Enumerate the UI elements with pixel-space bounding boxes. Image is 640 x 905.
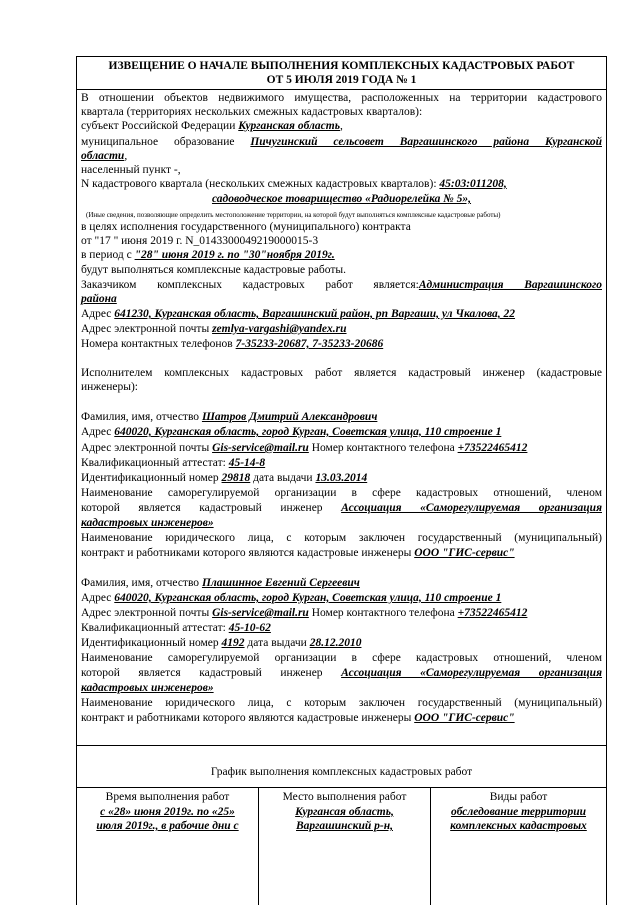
municipal-row-2: области, <box>81 150 128 162</box>
engineer-cert: 45-14-8 <box>228 457 266 469</box>
engineer-2-sro-line-3 <box>81 681 602 695</box>
engineer-2-address-row <box>81 591 602 605</box>
engineer-1-name-row <box>81 410 602 424</box>
engineer-address-label: Адрес <box>81 426 115 438</box>
customer-email-row <box>81 322 602 336</box>
title-divider <box>76 89 607 90</box>
quarter-value: 45:03:011208, <box>439 178 507 190</box>
engineer-date-label: дата выдачи <box>250 472 316 484</box>
engineer-legal-label: контракт и работниками которого являются кадастровые инженеры <box>81 712 415 724</box>
subject-row: субъект Российской Федерации Курганская область, <box>81 120 343 132</box>
engineer-sro-cont: кадастровых инженеров» <box>81 682 214 694</box>
engineer-phone: +73522465412 <box>457 442 528 454</box>
schedule-col3-header: Виды работ <box>489 791 548 803</box>
schedule-col2-line-2: Варгашинский р-н, <box>296 820 393 832</box>
municipal-row <box>81 135 602 149</box>
engineer-1-sro-line-2 <box>81 501 602 515</box>
engineer-2-legal-line-2 <box>81 711 602 725</box>
engineer-address: 640020, Курганская область, город Курган, Советская улица, 110 строение 1 <box>114 426 502 438</box>
customer-label: Заказчиком комплексных кадастровых работ является: <box>81 279 419 291</box>
quarter-value-cont: садоводческое товарищество «Радиорелейка № 5», <box>211 193 472 205</box>
engineer-2-id-row <box>81 636 602 650</box>
engineer-phone: +73522465412 <box>457 607 528 619</box>
engineer-sro: Ассоциация «Саморегулируемая организация <box>341 502 602 514</box>
customer-email-value[interactable]: zemlya-vargashi@yandex.ru <box>212 323 347 335</box>
engineer-legal: ООО "ГИС-сервис" <box>414 712 515 724</box>
engineer-2-cert-row <box>81 621 602 635</box>
executor-line-1: Исполнителем комплексных кадастровых работ является кадастровый инженер (кадастровые <box>81 367 602 379</box>
engineer-2-sro-line-1: Наименование саморегулируемой организации в сфере кадастровых отношений, членом <box>81 652 602 664</box>
customer-row-2 <box>81 292 602 306</box>
engineer-address-label: Адрес <box>81 592 115 604</box>
engineer-email[interactable]: Gis-service@mail.ru <box>212 442 309 454</box>
settlement-row: населенный пункт -, <box>81 164 181 176</box>
document-title-line1: ИЗВЕЩЕНИЕ О НАЧАЛЕ ВЫПОЛНЕНИЯ КОМПЛЕКСНЫХ КАДАСТРОВЫХ РАБОТ <box>108 60 575 72</box>
period-row <box>81 248 602 262</box>
engineer-email-label: Адрес электронной почты <box>81 607 213 619</box>
engineer-1-id-row <box>81 471 602 485</box>
customer-address-value: 641230, Курганская область, Варгашинский район, рп Варгаши, ул Чкалова, 22 <box>114 308 516 320</box>
engineer-date-label: дата выдачи <box>244 637 310 649</box>
customer-phones-label: Номера контактных телефонов <box>81 338 236 350</box>
customer-value: Администрация Варгашинского <box>418 279 602 291</box>
schedule-col3-line-1: обследование территории <box>450 805 587 818</box>
engineer-sro: Ассоциация «Саморегулируемая организация <box>341 667 602 679</box>
engineer-id: 4192 <box>221 637 245 649</box>
engineer-email[interactable]: Gis-service@mail.ru <box>212 607 309 619</box>
schedule-col2-header: Место выполнения работ <box>282 791 407 803</box>
quarter-row <box>81 177 602 191</box>
document-title-line2: ОТ 5 ИЮЛЯ 2019 ГОДА № 1 <box>266 74 417 86</box>
engineer-legal: ООО "ГИС-сервис" <box>414 547 515 559</box>
engineer-2-sro-line-2 <box>81 666 602 680</box>
engineer-2-contact-row <box>81 606 602 620</box>
engineer-id: 29818 <box>221 472 251 484</box>
engineer-1-sro-line-1: Наименование саморегулируемой организации в сфере кадастровых отношений, членом <box>81 487 602 499</box>
schedule-col1-line-1: с «28» июня 2019г. по «25» <box>100 805 235 818</box>
engineer-sro-label: которой является кадастровый инженер <box>81 502 342 514</box>
engineer-sro-cont: кадастровых инженеров» <box>81 517 214 529</box>
schedule-col3-line-2: комплексных кадастровых <box>450 820 587 832</box>
engineer-name-label: Фамилия, имя, отчество <box>81 577 202 589</box>
engineer-1-address-row <box>81 425 602 439</box>
executor-line-2: инженеры): <box>81 381 138 393</box>
period-value: "28" июня 2019 г. по "30"ноября 2019г. <box>134 249 335 261</box>
quarter-label: N кадастрового квартала (нескольких смежных кадастровых кварталов): <box>81 178 440 190</box>
engineer-cert: 45-10-62 <box>228 622 271 634</box>
engineer-id-label: Идентификационный номер <box>81 637 222 649</box>
engineer-1-legal-line-1: Наименование юридического лица, с которым заключен государственный (муниципальный) <box>81 532 602 544</box>
engineer-1-contact-row <box>81 441 602 455</box>
customer-value-cont: района <box>81 293 117 305</box>
schedule-col1-line-2: июля 2019г., в рабочие дни с <box>96 820 239 832</box>
engineer-cert-label: Квалификационный аттестат: <box>81 457 229 469</box>
subject-value: Курганская область <box>238 120 340 132</box>
contract-line-2: от "17 " июня 2019 г. N_0143300049219000015-3 <box>81 235 319 247</box>
engineer-1-sro-line-3 <box>81 516 602 530</box>
municipal-value: Пичугинский сельсовет Варгашинского района Курганской <box>250 136 602 148</box>
municipal-value-cont: области <box>81 150 125 162</box>
schedule-title: График выполнения комплексных кадастровых работ <box>210 766 473 778</box>
quarter-row-2 <box>81 192 602 206</box>
contract-line-1: в целях исполнения государственного (муниципального) контракта <box>81 221 411 233</box>
engineer-name: Плашинное Евгений Сергеевич <box>201 577 360 589</box>
engineer-1-cert-row <box>81 456 602 470</box>
customer-address-label: Адрес <box>81 308 115 320</box>
period-label: в период с <box>81 249 135 261</box>
engineer-name-label: Фамилия, имя, отчество <box>81 411 202 423</box>
engineer-name: Шатров Дмитрий Александрович <box>201 411 378 423</box>
customer-phones-value: 7-35233-20687, 7-35233-20686 <box>235 338 384 350</box>
engineer-email-label: Адрес электронной почты <box>81 442 213 454</box>
schedule-col2-line-1: Кургансая область, <box>295 805 394 818</box>
engineer-cert-label: Квалификационный аттестат: <box>81 622 229 634</box>
schedule-header-divider <box>76 787 607 788</box>
schedule-col2 <box>259 790 430 834</box>
other-info-caption: (Иные сведения, позволяющие определить местоположение территории, на которой будут выполняться комплексные кадастровые работы) <box>86 211 501 219</box>
customer-address-row <box>81 307 602 321</box>
engineer-phone-label: Номер контактного телефона <box>308 442 458 454</box>
engineer-sro-label: которой является кадастровый инженер <box>81 667 342 679</box>
customer-row <box>81 278 602 292</box>
schedule-col1 <box>77 790 258 834</box>
schedule-col3 <box>431 790 606 834</box>
engineer-phone-label: Номер контактного телефона <box>308 607 458 619</box>
works-line: будут выполняться комплексные кадастровые работы. <box>81 264 346 276</box>
engineer-id-label: Идентификационный номер <box>81 472 222 484</box>
engineer-1-legal-line-2 <box>81 546 602 560</box>
municipal-label: муниципальное образование <box>81 136 251 148</box>
intro-line-1: В отношении объектов недвижимого имущества, расположенных на территории кадастрового <box>81 92 602 104</box>
subject-label: субъект Российской Федерации <box>81 120 239 132</box>
intro-line-2: квартала (территориях нескольких смежных кадастровых кварталов): <box>81 106 423 118</box>
customer-phones-row <box>81 337 602 351</box>
engineer-date: 28.12.2010 <box>309 637 362 649</box>
engineer-legal-label: контракт и работниками которого являются кадастровые инженеры <box>81 547 415 559</box>
engineer-date: 13.03.2014 <box>315 472 368 484</box>
engineer-2-name-row <box>81 576 602 590</box>
customer-email-label: Адрес электронной почты <box>81 323 213 335</box>
schedule-col1-header: Время выполнения работ <box>105 791 230 803</box>
engineer-address: 640020, Курганская область, город Курган, Советская улица, 110 строение 1 <box>114 592 502 604</box>
schedule-divider-top <box>76 745 607 746</box>
engineer-2-legal-line-1: Наименование юридического лица, с которым заключен государственный (муниципальный) <box>81 697 602 709</box>
